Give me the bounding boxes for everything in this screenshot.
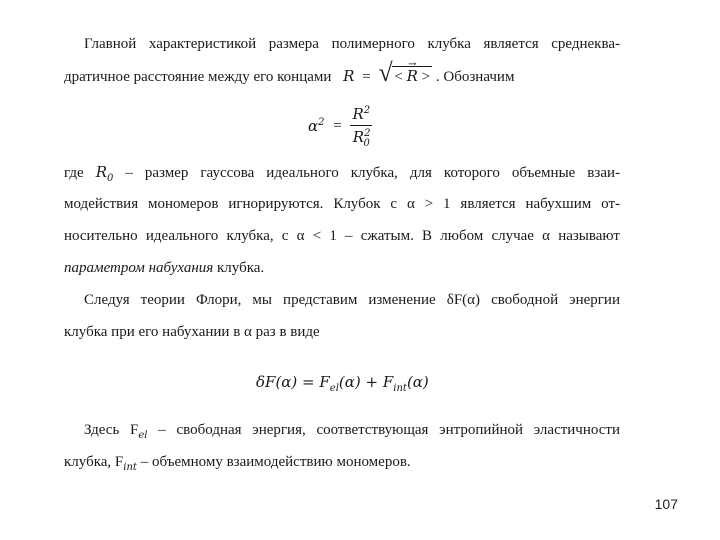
- formula-r0: $R_0$: [95, 163, 114, 184]
- eq1-numerator: $R^2$: [350, 104, 372, 126]
- italic-term: параметром набухания: [64, 260, 214, 276]
- formula-equals: =: [362, 69, 371, 85]
- vector-arrow-icon: →: [408, 59, 417, 70]
- eq1-fraction: [350, 104, 372, 147]
- page-number: 107: [654, 496, 678, 512]
- vector-r: → R: [407, 66, 418, 86]
- paragraph4-line2: клубка, $F_{int}$ – объемному взаимодействию мономеров.: [64, 454, 411, 473]
- equation-alpha: [308, 104, 372, 154]
- paragraph1-line1: Главной характеристикой размера полимерного клубка является среднеква-: [84, 36, 620, 52]
- paragraph3-line2: клубка при его набухании в α раз в виде: [64, 324, 320, 340]
- paragraph4-line1: Здесь $F_{el}$ – свободная энергия, соответствующая энтропийной эластичности: [84, 422, 620, 441]
- equation-free-energy: $\delta F(\alpha) = F_{el}(\alpha) + F_{int}(\alpha)$: [256, 373, 429, 394]
- paragraph2-line1: где $R_0$ – размер гауссова идеального клубка, для которого объемные взаи-: [64, 163, 620, 184]
- paragraph1-line2: [64, 58, 515, 87]
- formula-r-lhs: R: [343, 67, 355, 85]
- formula-lt: <: [394, 69, 403, 85]
- paragraph2-line4: параметром набухания клубка.: [64, 260, 265, 276]
- paragraph2-line2: модействия мономеров игнорируются. Клубок с α > 1 является набухшим от-: [64, 196, 620, 212]
- paragraph1-line2-text: дратичное расстояние между его концами: [64, 69, 332, 85]
- eq1-equals: =: [333, 117, 342, 134]
- paragraph2-line3: носительно идеального клубка, с α < 1 – сжатым. В любом случае α называют: [64, 228, 620, 244]
- eq1-lhs: $\alpha^2$: [308, 116, 325, 135]
- sqrt-symbol: √ < → R >: [378, 66, 432, 87]
- paragraph1-line2-end: . Обозначим: [435, 69, 515, 85]
- eq1-denominator: $R^2_0$: [352, 128, 371, 149]
- paragraph3-line1: Следуя теории Флори, мы представим изменение δF(α) свободной энергии: [84, 292, 620, 308]
- formula-gt: >: [421, 69, 431, 85]
